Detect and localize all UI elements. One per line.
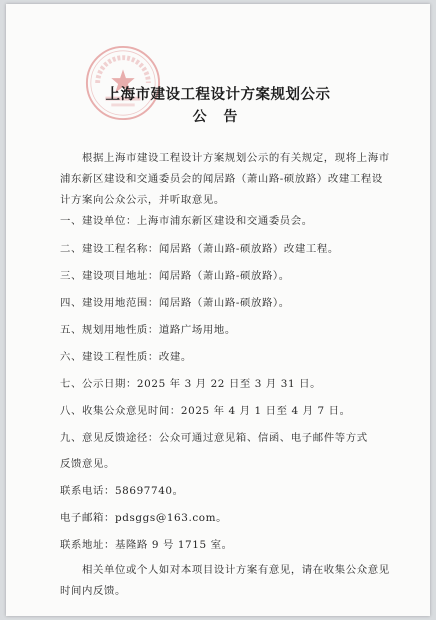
item-4: 四、建设用地范围：闻居路（萧山路-硕放路）。 (60, 297, 290, 309)
item-5: 五、规划用地性质：道路广场用地。 (60, 324, 236, 336)
item-9-line-1: 九、意见反馈途径：公众可通过意见箱、信函、电子邮件等方式 (60, 432, 368, 444)
contact-address: 联系地址：基隆路 9 号 1715 室。 (60, 539, 233, 551)
notice-title: 上海市建设工程设计方案规划公示 (105, 87, 331, 103)
notice-subtitle: 公 告 (192, 109, 244, 125)
closing-paragraph: 相关单位或个人如对本项目设计方案有意见，请在收集公众意见时间内反馈。 (60, 564, 390, 597)
intro-paragraph: 根据上海市建设工程设计方案规划公示的有关规定，现将上海市浦东新区建设和交通委员会的闻居路（萧山路-硕放路）改建工程设计方案向公众公示，并听取意见。 (60, 152, 390, 206)
contact-phone: 联系电话：58697740。 (60, 485, 184, 497)
item-7: 七、公示日期：2025 年 3 月 22 日至 3 月 31 日。 (60, 378, 322, 390)
item-3: 三、建设项目地址：闻居路（萧山路-硕放路）。 (60, 270, 290, 282)
item-8: 八、收集公众意见时间：2025 年 4 月 1 日至 4 月 7 日。 (60, 405, 351, 417)
item-9-line-2: 反馈意见。 (60, 458, 115, 470)
item-2: 二、建设工程名称：闻居路（萧山路-硕放路）改建工程。 (60, 243, 339, 255)
contact-email: 电子邮箱：pdsggs@163.com。 (60, 512, 228, 524)
item-6: 六、建设工程性质：改建。 (60, 351, 192, 363)
document-page (6, 4, 430, 616)
item-1: 一、建设单位：上海市浦东新区建设和交通委员会。 (60, 215, 313, 227)
